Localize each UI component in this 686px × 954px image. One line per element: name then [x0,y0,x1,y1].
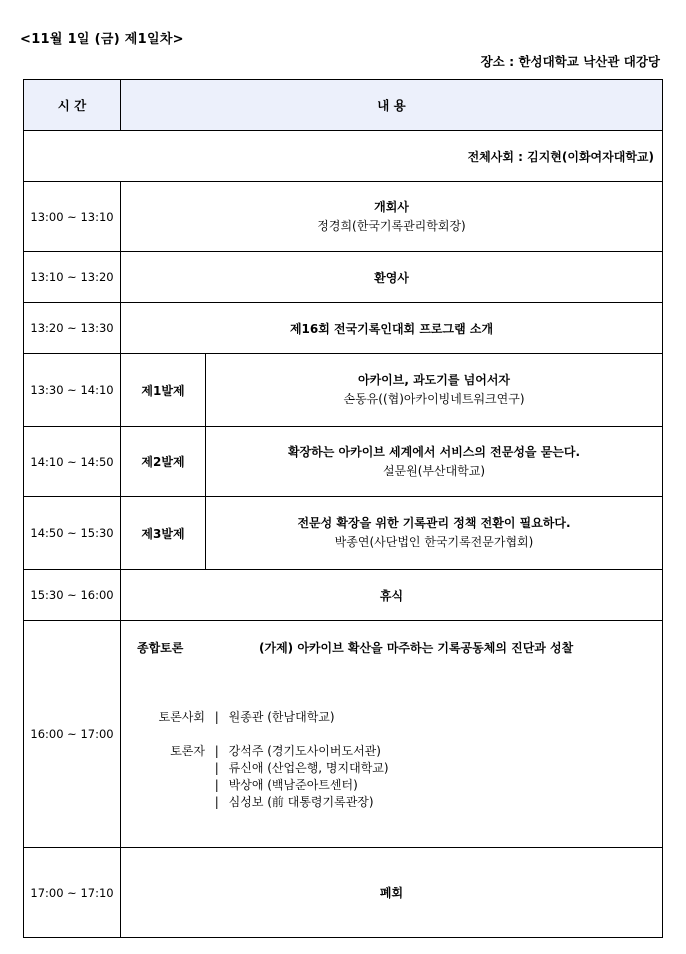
separator: | [214,710,219,724]
time-cell: 17:00 ~ 17:10 [24,848,121,938]
table-row [24,303,663,354]
presentation-label: 제3발제 [121,497,206,570]
session-speaker: 박종연(사단법인 한국기록전문가협회) [334,535,534,549]
presentation-label: 제1발제 [121,354,206,427]
time-cell: 13:20 ~ 13:30 [24,303,121,354]
session-title: 전문성 확장을 위한 기록관리 정책 전환이 필요하다. [297,516,571,530]
table-row [24,427,663,497]
table-row [24,570,663,621]
panelist-name: 박상애 (백남준아트센터) [228,778,358,792]
closing-row [24,848,663,938]
session-title: 환영사 [121,252,663,303]
day-title: <11월 1일 (금) 제1일차> [20,32,184,47]
separator: | [214,744,219,758]
header-time: 시 간 [24,80,121,131]
header-content: 내 용 [121,80,663,131]
separator: | [214,778,219,792]
panelist-line [121,793,374,810]
schedule-table [23,79,663,938]
session-title: 아카이브, 과도기를 넘어서자 [357,373,511,387]
discussion-label: 종합토론 [137,641,184,655]
session-title: 확장하는 아카이브 세계에서 서비스의 전문성을 묻는다. [287,444,581,459]
panelist-line [121,776,358,793]
time-cell: 13:00 ~ 13:10 [24,182,121,252]
content-cell [206,354,663,427]
time-cell: 14:10 ~ 14:50 [24,427,121,497]
panelist-line [121,759,389,776]
time-cell: 15:30 ~ 16:00 [24,570,121,621]
table-row [24,252,663,303]
moderator-label: 토론사회 [158,710,205,724]
mc-text: 전체사회 : 김지현(이화여자대학교) [24,131,663,182]
discussion-cell [121,621,663,848]
time-cell: 14:50 ~ 15:30 [24,497,121,570]
table-header [24,80,663,131]
session-title: 개회사 [374,199,409,214]
mc-row [24,131,663,182]
time-cell: 16:00 ~ 17:00 [24,621,121,848]
session-speaker: 설문원(부산대학교) [382,463,486,478]
panelist-name: 심성보 (前 대통령기록관장) [228,795,374,809]
discussion-row [24,621,663,848]
time-cell: 13:30 ~ 14:10 [24,354,121,427]
session-speaker: 손동유((협)아카이빙네트워크연구) [343,392,525,406]
panelist-name: 류신애 (산업은행, 명지대학교) [228,761,389,775]
separator: | [214,795,219,809]
discussion-topic: (가제) 아카이브 확산을 마주하는 기록공동체의 진단과 성찰 [259,641,574,655]
content-cell [206,427,663,497]
session-title: 폐회 [121,848,663,938]
table-row [24,182,663,252]
presentation-label: 제2발제 [121,427,206,497]
panelist-name: 강석주 (경기도사이버도서관) [228,744,381,758]
content-cell [206,497,663,570]
content-cell [121,182,663,252]
panel-label: 토론자 [170,744,205,758]
session-speaker: 정경희(한국기록관리학회장) [317,218,466,233]
time-cell: 13:10 ~ 13:20 [24,252,121,303]
panelist-line [121,742,381,759]
session-title: 휴식 [121,570,663,621]
separator: | [214,761,219,775]
moderator-name: 원종관 (한남대학교) [228,710,335,724]
venue: 장소 : 한성대학교 낙산관 대강당 [480,54,660,69]
table-row [24,354,663,427]
table-row [24,497,663,570]
moderator-line [121,708,335,725]
session-title: 제16회 전국기록인대회 프로그램 소개 [121,303,663,354]
